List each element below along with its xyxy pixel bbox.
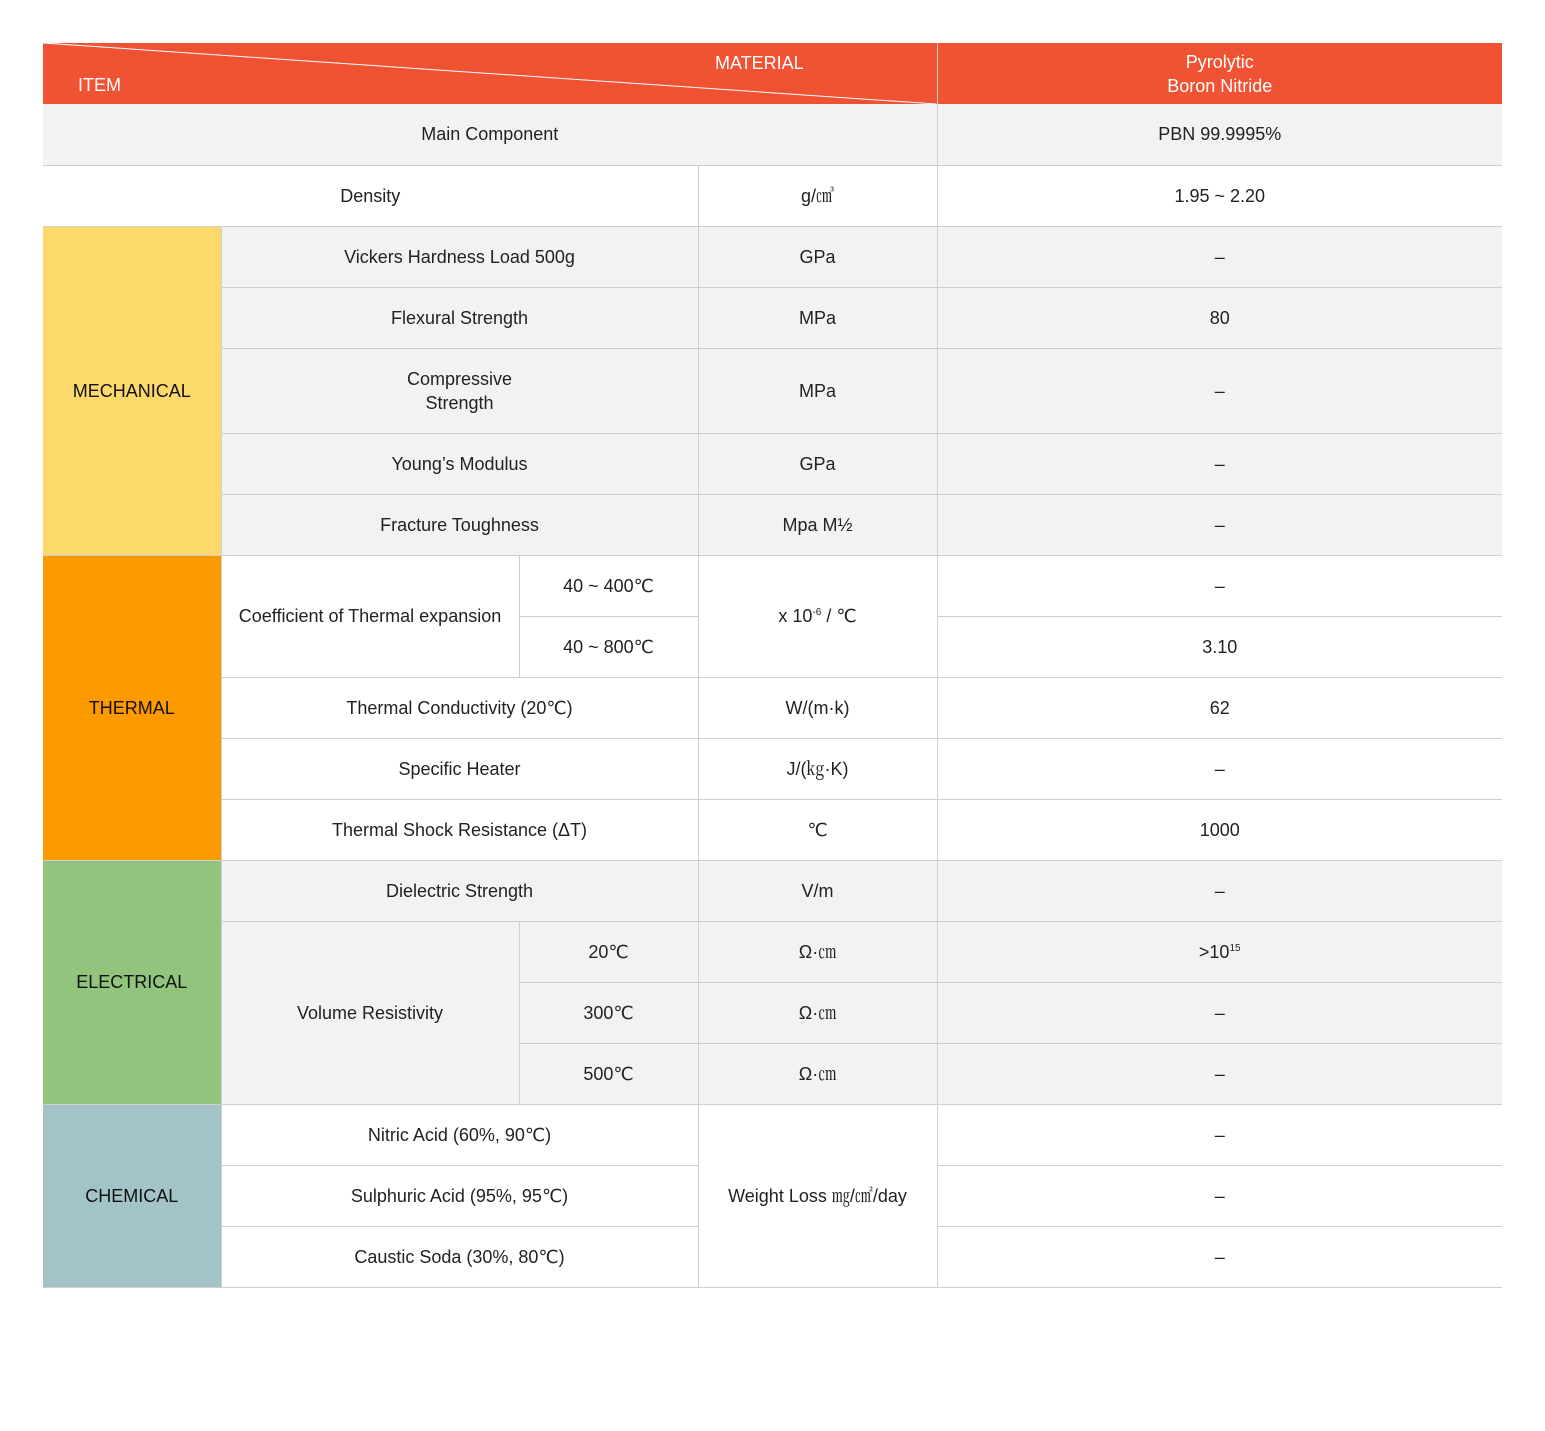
table-row — [43, 494, 1502, 555]
property-unit: Ω·㎝ — [698, 921, 937, 982]
property-label-line1: Compressive — [406, 368, 513, 389]
cte-unit-tail: / ℃ — [821, 606, 857, 626]
property-value: 1000 — [937, 799, 1502, 860]
property-unit: Mpa M½ — [698, 494, 937, 555]
property-value: – — [937, 738, 1502, 799]
density-row — [43, 165, 1502, 226]
density-value: 1.95 ~ 2.20 — [937, 165, 1502, 226]
item-label: ITEM — [78, 75, 121, 95]
main-component-value: PBN 99.9995% — [937, 104, 1502, 165]
property-unit: V/m — [698, 860, 937, 921]
property-value: – — [937, 494, 1502, 555]
cte-label: Coefficient of Thermal expansion — [221, 555, 519, 677]
property-unit: ℃ — [698, 799, 937, 860]
property-label-line2: Strength — [425, 392, 494, 413]
material-name — [937, 43, 1502, 104]
resistivity-temp: 500℃ — [519, 1043, 698, 1104]
table-row — [43, 555, 1502, 616]
material-name-line2: Boron Nitride — [1167, 75, 1273, 96]
property-unit: MPa — [698, 287, 937, 348]
table-row — [43, 799, 1502, 860]
property-label: Flexural Strength — [221, 287, 698, 348]
property-label: Fracture Toughness — [221, 494, 698, 555]
resistivity-temp: 20℃ — [519, 921, 698, 982]
cte-unit-exponent: -6 — [812, 607, 822, 618]
property-value: – — [937, 1043, 1502, 1104]
property-label: Thermal Shock Resistance (ΔT) — [221, 799, 698, 860]
property-value: – — [937, 982, 1502, 1043]
property-value: 3.10 — [937, 616, 1502, 677]
material-name-line1: Pyrolytic — [1185, 51, 1254, 72]
property-label: Sulphuric Acid (95%, 95℃) — [221, 1165, 698, 1226]
property-label: Dielectric Strength — [221, 860, 698, 921]
category-electrical: ELECTRICAL — [43, 860, 221, 1104]
property-label: Nitric Acid (60%, 90℃) — [221, 1104, 698, 1165]
property-unit: GPa — [698, 433, 937, 494]
property-label: Young’s Modulus — [221, 433, 698, 494]
cte-unit — [698, 555, 937, 677]
property-value: 62 — [937, 677, 1502, 738]
property-value: – — [937, 226, 1502, 287]
cte-range: 40 ~ 400℃ — [519, 555, 698, 616]
table-row — [43, 287, 1502, 348]
property-label: Specific Heater — [221, 738, 698, 799]
property-value: – — [937, 860, 1502, 921]
property-unit: Ω·㎝ — [698, 982, 937, 1043]
main-component-label: Main Component — [43, 104, 937, 165]
property-value: 80 — [937, 287, 1502, 348]
property-value: – — [937, 1165, 1502, 1226]
header-row — [43, 43, 1502, 104]
table-row — [43, 1104, 1502, 1165]
properties-table — [43, 43, 1502, 1288]
property-value: – — [937, 348, 1502, 433]
material-label: MATERIAL — [715, 53, 804, 73]
table-row — [43, 677, 1502, 738]
property-unit: MPa — [698, 348, 937, 433]
cte-range: 40 ~ 800℃ — [519, 616, 698, 677]
property-value: – — [937, 555, 1502, 616]
main-component-row — [43, 104, 1502, 165]
table-row — [43, 433, 1502, 494]
property-label — [221, 348, 698, 433]
property-unit: W/(m·k) — [698, 677, 937, 738]
resistivity-label: Volume Resistivity — [221, 921, 519, 1104]
property-unit: J/(㎏·K) — [698, 738, 937, 799]
property-value: – — [937, 1226, 1502, 1287]
property-unit: GPa — [698, 226, 937, 287]
property-value: – — [937, 433, 1502, 494]
table-row — [43, 348, 1502, 433]
resistivity-temp: 300℃ — [519, 982, 698, 1043]
property-label: Caustic Soda (30%, 80℃) — [221, 1226, 698, 1287]
table-row — [43, 738, 1502, 799]
property-label: Thermal Conductivity (20℃) — [221, 677, 698, 738]
property-label: Vickers Hardness Load 500g — [221, 226, 698, 287]
item-material-header — [43, 43, 937, 104]
category-mechanical: MECHANICAL — [43, 226, 221, 555]
value-exponent: 15 — [1229, 942, 1241, 954]
density-unit: g/㎤ — [698, 165, 937, 226]
table-row — [43, 921, 1502, 982]
table-row — [43, 226, 1502, 287]
table-row — [43, 860, 1502, 921]
cte-unit-base: x 10 — [778, 606, 813, 626]
property-value: – — [937, 1104, 1502, 1165]
category-chemical: CHEMICAL — [43, 1104, 221, 1287]
category-thermal: THERMAL — [43, 555, 221, 860]
value-base: >10 — [1198, 941, 1230, 962]
density-label: Density — [43, 165, 698, 226]
property-value — [937, 921, 1502, 982]
property-unit: Ω·㎝ — [698, 1043, 937, 1104]
chemical-unit: Weight Loss ㎎/㎠/day — [698, 1104, 937, 1287]
